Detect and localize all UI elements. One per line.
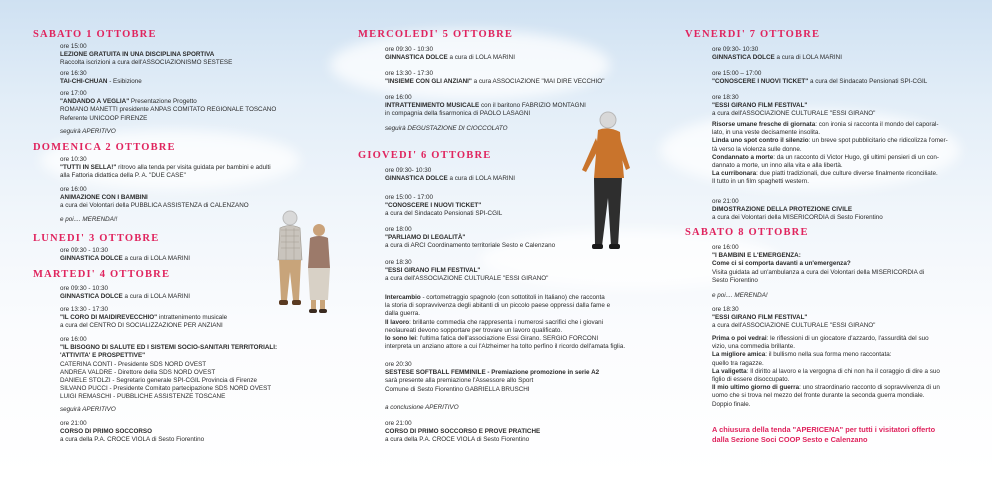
event-time: ore 09:30- 10:30	[385, 167, 432, 174]
event-detail: alla Fattoria didattica della P. A. "DUE CASE"	[60, 172, 186, 180]
event	[60, 420, 204, 445]
film-description: neolaureati devono sopportare per trovare un lavoro qualificato.	[385, 326, 563, 334]
event-time: ore 17:00	[60, 90, 87, 97]
event-detail: SILVANO PUCCI - Presidente Comitato partecipazione SDS NORD OVEST	[60, 385, 272, 393]
film-description: : uno straordinario racconto di sopravvivenza di un	[799, 384, 940, 392]
event-time: ore 18:00	[385, 226, 412, 233]
event-detail: a cura del Sindacato Pensionati SPI-CGIL	[808, 78, 928, 86]
event-detail: a cura dell'ASSOCIAZIONE CULTURALE "ESSI GIRANO"	[385, 275, 549, 283]
event-time: ore 15:00 – 17:00	[712, 70, 762, 77]
event-time: ore 13:30 - 17:30	[60, 306, 108, 313]
event	[60, 186, 249, 211]
event-title: "ESSI GIRANO FILM FESTIVAL"	[712, 314, 808, 322]
event-detail: a cura dei Volontari della MISERICORDIA di Sesto Fiorentino	[712, 214, 883, 222]
film-description: - cortometraggio spagnolo (con sottotitoli in Italiano) che racconta	[420, 294, 605, 301]
event	[385, 167, 515, 183]
event-time: ore 21:00	[712, 198, 739, 205]
event-detail: ritrovo alla tenda per visita guidata per bambini e adulti	[116, 164, 271, 172]
event-detail: Referente UNICOOP FIRENZE	[60, 114, 148, 122]
film-description: : da un racconto di Victor Hugo, gli ultimi pensieri di un con-	[773, 153, 940, 161]
film-description: Il tutto in un film spaghetti western.	[712, 178, 809, 186]
event-title: TAI-CHI-CHUAN	[60, 78, 108, 86]
event	[712, 46, 842, 62]
event-note: e poi.... MERENDA!	[712, 292, 768, 299]
event-title: "IL CORO DI MAIDIREVECCHIO"	[60, 314, 158, 322]
event-title: "ESSI GIRANO FILM FESTIVAL"	[385, 267, 481, 275]
event-note: a conclusione APERITIVO	[385, 404, 459, 411]
event-detail: a cura di LOLA MARINI	[447, 54, 515, 62]
event-title: "ANDANDO A VEGLIA"	[60, 98, 130, 106]
film-description: uomo che si trova nel mezzo del fronte durante la seconda guerra mondiale.	[712, 392, 925, 400]
film-descriptions	[385, 294, 625, 351]
event-time: ore 09:30 - 10:30	[60, 247, 108, 254]
event-detail: a cura di LOLA MARINI	[122, 293, 190, 301]
event-detail: a cura del CENTRO DI SOCIALIZZAZIONE PER ANZIANI	[60, 322, 223, 330]
event-detail: LUIGI REMASCHI - PUBBLICHE ASSISTENZE TOSCANE	[60, 393, 226, 401]
event-title: "ESSI GIRANO FILM FESTIVAL"	[712, 102, 808, 110]
event-title: LEZIONE GRATUITA IN UNA DISCIPLINA SPORTIVA	[60, 51, 215, 59]
event	[385, 194, 502, 219]
event-detail: ROMANO MANETTI presidente ANPAS COMITATO REGIONALE TOSCANO	[60, 106, 277, 114]
film-description: interpreta un anziano attore a cui l'Alzheimer ha tolto perfino il ricordo dell'amata figlia.	[385, 343, 626, 351]
event-detail: sarà presente alla premiazione l'Assessore allo Sport	[385, 377, 534, 385]
film-description: : le riflessioni di un giocatore d'azzardo, l'assurdità del suo	[766, 335, 929, 342]
event-detail: a cura della P.A. CROCE VIOLA di Sesto Fiorentino	[60, 436, 205, 444]
event	[60, 247, 190, 263]
event-note: seguirà DEGUSTAZIONE DI CIOCCOLATO	[385, 125, 508, 132]
event-title: 'ATTIVITA' E PROSPETTIVE"	[60, 352, 146, 360]
film-title: La valigetta	[712, 367, 747, 375]
event	[385, 70, 604, 86]
film-title: Condannato a morte	[712, 153, 774, 161]
event-time: ore 21:00	[60, 420, 87, 427]
event-title: "PARLIAMO DI LEGALITÀ"	[385, 234, 466, 242]
event-title: "TUTTI IN SELLA!"	[60, 164, 117, 172]
apericena-promo	[712, 425, 935, 445]
film-description: tà verso la violenza sulle donne.	[712, 145, 802, 153]
cloud	[330, 30, 610, 100]
film-description: : l'ultima fatica dell'associazione Essi Girano. SERGIO FORCONI	[416, 335, 599, 343]
event-time: ore 16:00	[60, 186, 87, 193]
walking-woman-image	[572, 108, 644, 258]
event-time: ore 15:00	[60, 43, 87, 50]
event-title: GINNASTICA DOLCE	[385, 175, 448, 183]
day-heading: VENERDI' 7 OTTOBRE	[685, 29, 821, 40]
event-time: ore 10:30	[60, 156, 87, 163]
event-detail: intrattenimento musicale	[157, 314, 228, 322]
event-title: SESTESE SOFTBALL FEMMINILE - Premiazione promozione in serie A2	[385, 369, 600, 377]
film-title: Il lavoro	[385, 318, 410, 326]
day-heading: DOMENICA 2 OTTOBRE	[33, 142, 176, 153]
event-detail: ANDREA VALDRE - Direttore della SDS NORD OVEST	[60, 368, 216, 376]
film-title: Intercambio	[385, 294, 421, 301]
event-detail: a cura di LOLA MARINI	[774, 54, 842, 62]
film-descriptions	[712, 121, 948, 187]
event	[60, 156, 271, 181]
event-title: "IL BISOGNO DI SALUTE ED I SISTEMI SOCIO-SANITARI TERRITORIALI:	[60, 344, 278, 352]
event	[712, 198, 883, 223]
event	[60, 43, 232, 68]
film-descriptions	[712, 335, 940, 409]
film-description: : Il diritto al lavoro e la vergogna di chi non ha il coraggio di dire a suo	[746, 367, 940, 375]
event-title: GINNASTICA DOLCE	[712, 54, 775, 62]
film-description: la storia di sopravvivenza degli abitanti di un piccolo paese oppressi dalla fame e	[385, 302, 611, 310]
event-title: CORSO DI PRIMO SOCCORSO E PROVE PRATICHE	[385, 428, 541, 436]
event-title: "CONOSCERE I NUOVI TICKET"	[385, 202, 482, 210]
film-title: Linda uno spot contro il silenzio	[712, 137, 809, 145]
event-detail: a cura della P.A. CROCE VIOLA di Sesto Fiorentino	[385, 436, 530, 444]
film-title: Io sono lei	[385, 335, 417, 343]
event-title: CORSO DI PRIMO SOCCORSO	[60, 428, 153, 436]
film-title: Risorse umane fresche di giornata	[712, 121, 816, 128]
promo-line: A chiusura della tenda "APERICENA" per tutti i visitatori offerto	[712, 425, 936, 434]
film-description: : con ironia si racconta il mondo del caporal-	[815, 121, 939, 128]
event-detail: a cura di ARCI Coordinamento territoriale Sesto e Calenzano	[385, 242, 556, 250]
film-title: La migliore amica	[712, 351, 766, 359]
film-description: : brillante commedia che rappresenta i numerosi sacrifici che i giovani	[409, 318, 604, 326]
event-detail: a cura dell'ASSOCIAZIONE CULTURALE "ESSI GIRANO"	[712, 110, 876, 118]
film-description: : due piatti tradizionali, due culture diverse finalmente riconciliate.	[756, 170, 938, 178]
event-time: ore 16:00	[60, 336, 87, 343]
event	[385, 46, 515, 62]
film-title: Il mio ultimo giorno di guerra	[712, 384, 800, 392]
event-title: INTRATTENIMENTO MUSICALE	[385, 102, 480, 110]
elderly-couple-image	[262, 208, 340, 316]
event-title: GINNASTICA DOLCE	[60, 293, 123, 301]
day-heading: MARTEDI' 4 OTTOBRE	[33, 269, 171, 280]
event-title: GINNASTICA DOLCE	[60, 255, 123, 263]
event	[60, 70, 142, 86]
event-time: ore 09:30- 10:30	[712, 46, 759, 53]
event	[385, 361, 599, 394]
event-time: ore 18:30	[712, 306, 739, 313]
film-description: quello tra ragazze.	[712, 359, 764, 367]
event	[712, 306, 875, 331]
event-title: GINNASTICA DOLCE	[385, 54, 448, 62]
event-detail: a cura dei Volontari della PUBBLICA ASSISTENZA di CALENZANO	[60, 202, 249, 210]
event-detail: Comune di Sesto Fiorentino GABRIELLA BRUSCHI	[385, 385, 530, 393]
event-time: ore 13:30 - 17:30	[385, 70, 433, 77]
promo-line: dalla Sezione Soci COOP Sesto e Calenzano	[712, 435, 868, 444]
film-title: La curribonara	[712, 170, 757, 178]
event-detail: Raccolta iscrizioni a cura dell'ASSOCIAZIONISMO SESTESE	[60, 59, 233, 67]
day-heading: SABATO 8 OTTOBRE	[685, 227, 809, 238]
event	[712, 94, 875, 119]
event	[60, 336, 277, 402]
event-time: ore 09:30 - 10:30	[60, 285, 108, 292]
film-title: Prima o poi vedrai	[712, 335, 767, 342]
event-title: "INSIEME CON GLI ANZIANI"	[385, 78, 472, 86]
event-detail: Visita guidata ad un'ambulanza a cura dei Volontari della MISERICORDIA di	[712, 268, 925, 276]
event-detail: DANIELE STOLZI - Segretario generale SPI-CGIL Provincia di Firenze	[60, 377, 258, 385]
day-heading: MERCOLEDI' 5 OTTOBRE	[358, 29, 514, 40]
event	[60, 90, 276, 123]
event-title: Come ci si comporta davanti a un'emergenza?	[712, 260, 851, 268]
event-detail: a cura del Sindacato Pensionati SPI-CGIL	[385, 210, 503, 218]
event-title: "I BAMBINI E L'EMERGENZA:	[712, 252, 801, 260]
film-description: dalla guerra.	[385, 310, 421, 318]
event-detail: a cura di LOLA MARINI	[122, 255, 190, 263]
event	[60, 306, 227, 331]
event	[385, 259, 548, 284]
event-note: seguirà APERITIVO	[60, 406, 116, 413]
event-detail: CATERINA CONTI - Presidente SDS NORD OVEST	[60, 360, 207, 368]
film-description: dannato a morte, un inno alla vita e alla libertà.	[712, 162, 843, 170]
day-heading: LUNEDI' 3 OTTOBRE	[33, 233, 160, 244]
event-time: ore 18:30	[712, 94, 739, 101]
event-detail: - Esibizione	[107, 78, 142, 86]
film-description: : un breve spot pubblicitario che ridicolizza l'omer-	[808, 137, 948, 145]
event-time: ore 16:00	[385, 94, 412, 101]
film-description: Doppio finale.	[712, 400, 751, 408]
event-note: seguirà APERITIVO	[60, 128, 116, 135]
event-title: DIMOSTRAZIONE DELLA PROTEZIONE CIVILE	[712, 206, 853, 214]
event-time: ore 09:30 - 10:30	[385, 46, 433, 53]
event-time: ore 20:30	[385, 361, 412, 368]
event-detail: Sesto Fiorentino	[712, 276, 758, 284]
film-description: : il bullismo nella sua forma meno raccontata:	[765, 351, 892, 359]
film-description: vizio, una commedia brillante.	[712, 343, 795, 351]
event-title: ANIMAZIONE CON I BAMBINI	[60, 194, 148, 202]
event-note: e poi.... MERENDA!!	[60, 216, 118, 223]
event-time: ore 16:30	[60, 70, 87, 77]
day-heading: SABATO 1 OTTOBRE	[33, 29, 157, 40]
event-detail: in compagnia della fisarmonica di PAOLO LASAGNI	[385, 110, 531, 118]
day-heading: GIOVEDI' 6 OTTOBRE	[358, 150, 492, 161]
event	[712, 244, 924, 285]
event-time: ore 16:00	[712, 244, 739, 251]
film-description: lato, in una veste decisamente insolita.	[712, 129, 821, 137]
event	[385, 420, 540, 445]
event-detail: a cura dell'ASSOCIAZIONE CULTURALE "ESSI GIRANO"	[712, 322, 876, 330]
film-description: figlio di essere disoccupato.	[712, 376, 790, 384]
event-detail: con il baritono FABRIZIO MONTAGNI	[479, 102, 586, 110]
event-detail: Presentazione Progetto	[129, 98, 197, 106]
event-time: ore 18:30	[385, 259, 412, 266]
event	[385, 226, 555, 251]
event-time: ore 15:00 - 17:00	[385, 194, 433, 201]
event-title: "CONOSCERE I NUOVI TICKET"	[712, 78, 809, 86]
event	[712, 70, 927, 86]
event	[385, 94, 586, 119]
event-detail: a cura ASSOCIAZIONE "MAI DIRE VECCHIO"	[471, 78, 605, 86]
event-time: ore 21:00	[385, 420, 412, 427]
event	[60, 285, 190, 301]
event-detail: a cura di LOLA MARINI	[447, 175, 515, 183]
